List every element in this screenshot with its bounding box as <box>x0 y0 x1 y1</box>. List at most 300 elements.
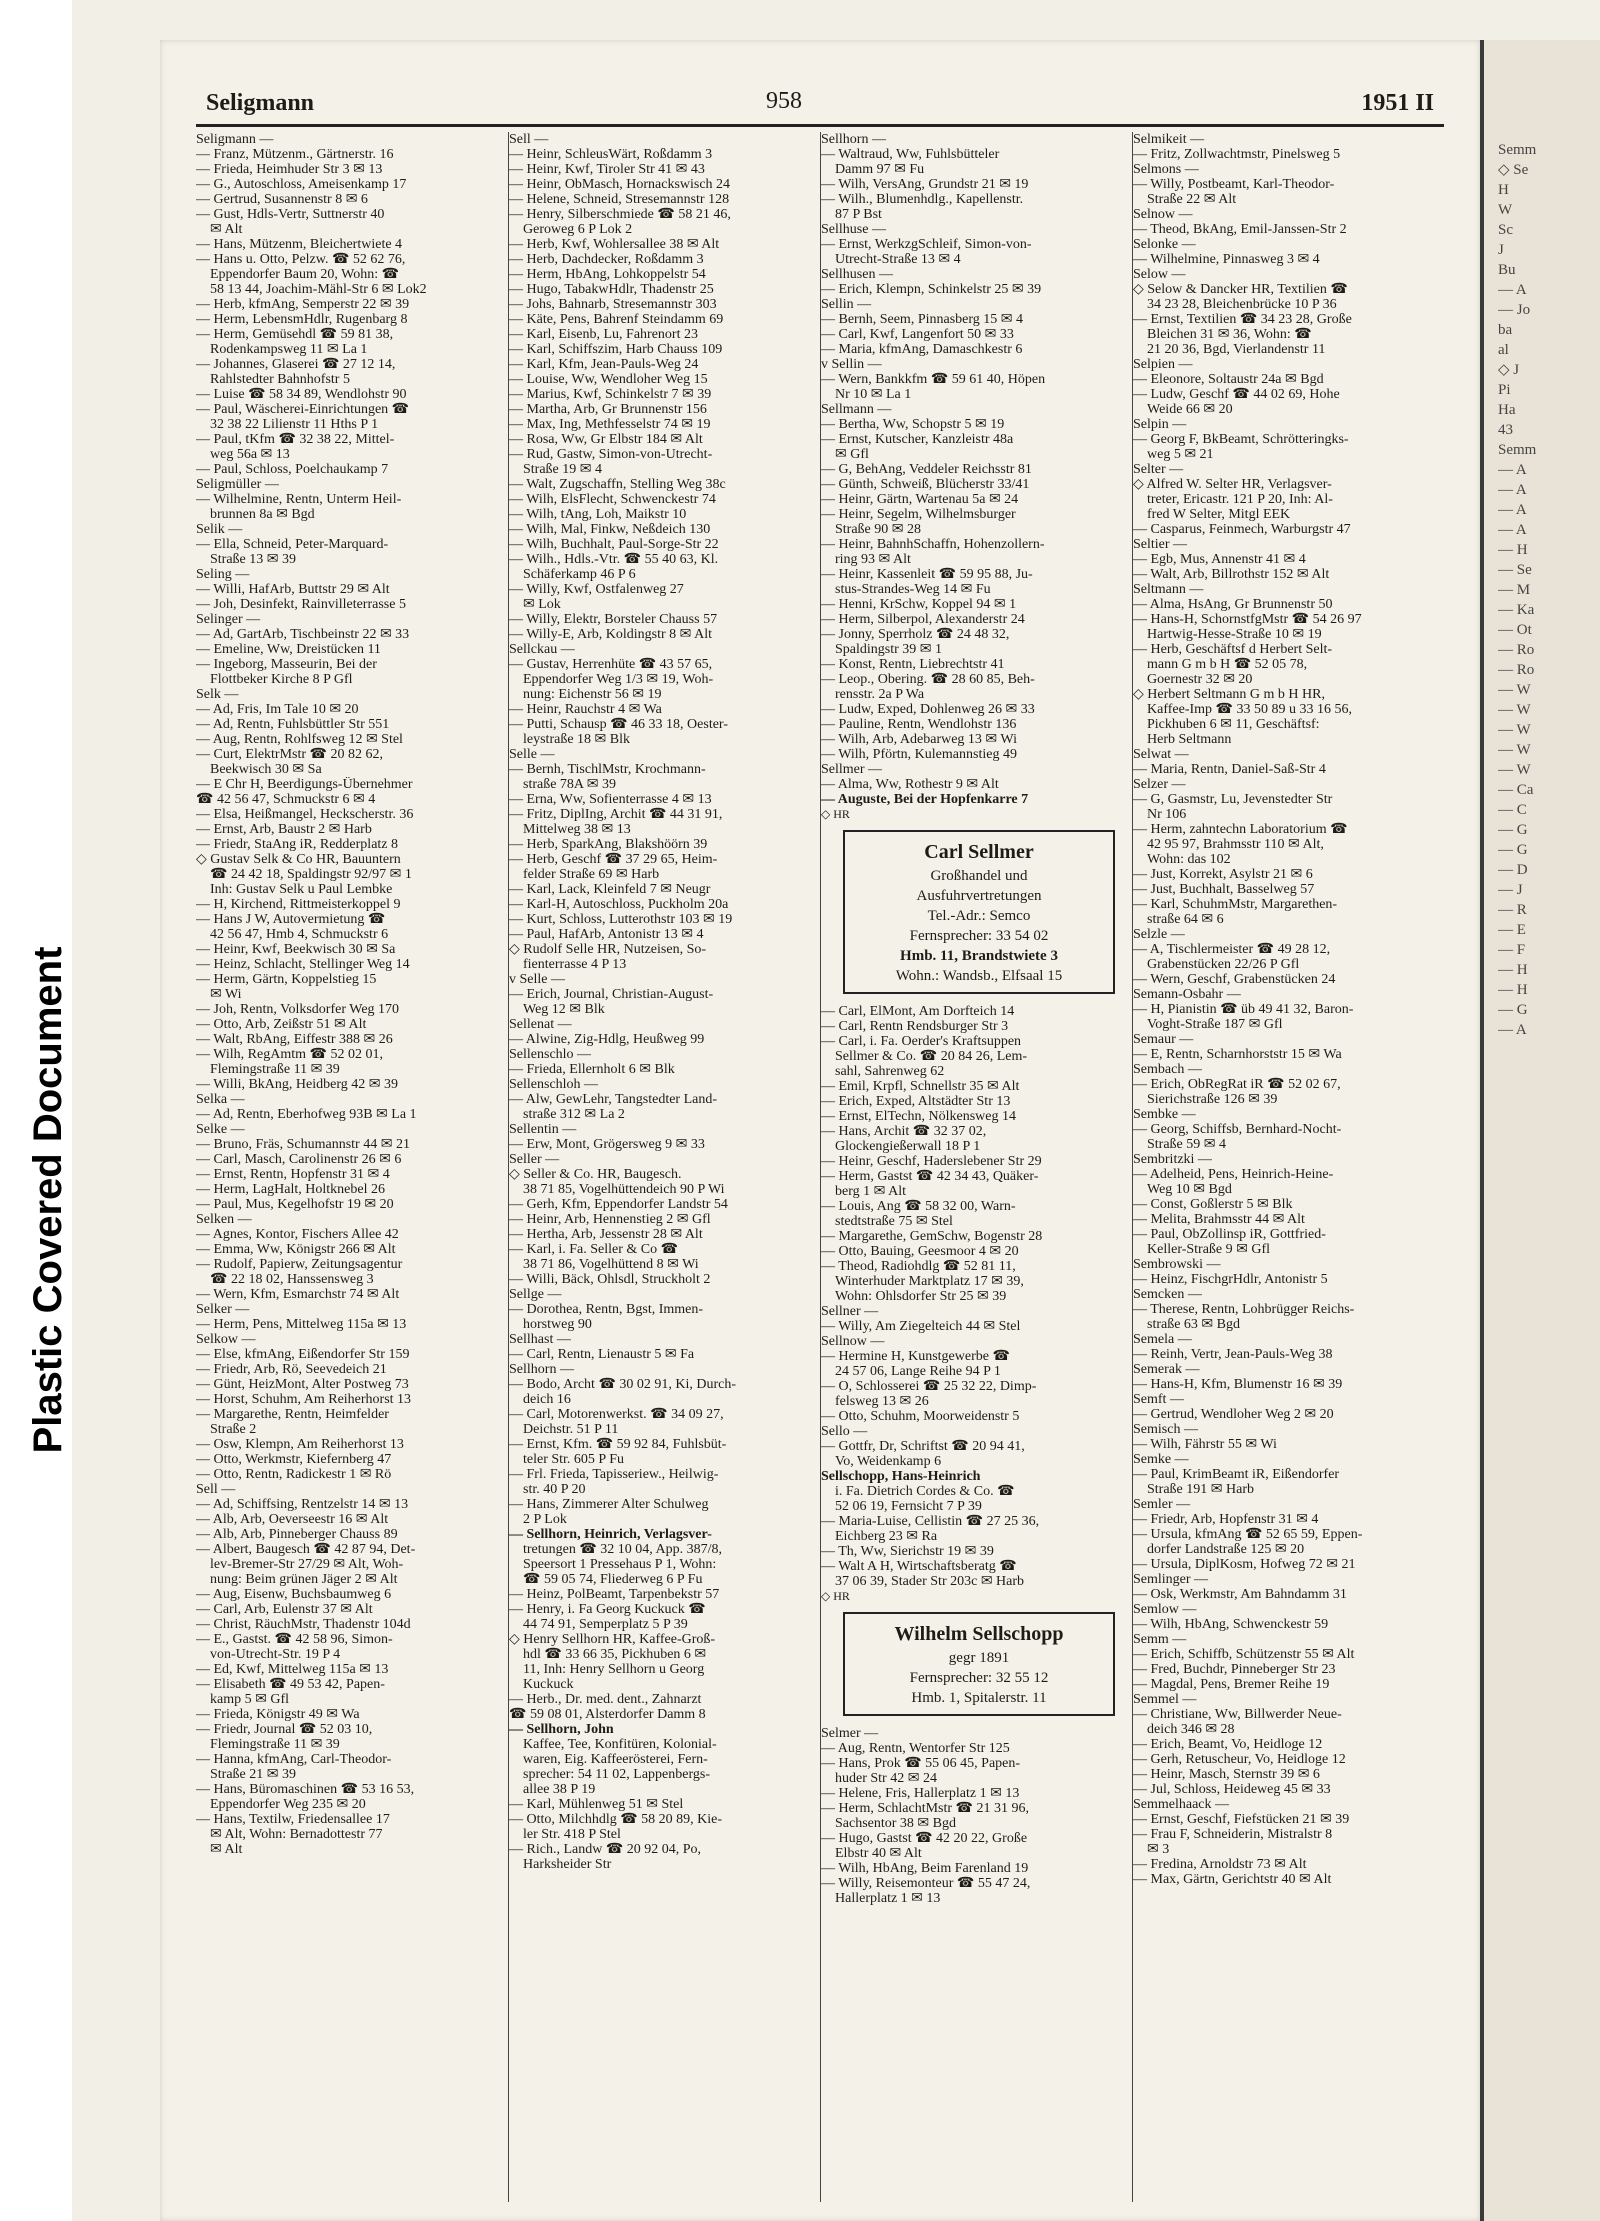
directory-entry: — Wilh, tAng, Loh, Maikstr 10 <box>509 507 687 522</box>
directory-entry: — Frieda, Ellernholt 6 ✉ Blk <box>509 1062 675 1077</box>
directory-entry: 38 71 86, Vogelhüttend 8 ✉ Wi <box>523 1257 699 1272</box>
surname-heading: Semerak — <box>1133 1362 1200 1377</box>
ad-line1: Großhandel und <box>930 868 1028 884</box>
directory-entry: 21 20 36, Bgd, Vierlandenstr 11 <box>1147 342 1326 357</box>
directory-entry: — G., Autoschloss, Ameisenkamp 17 <box>196 177 407 192</box>
directory-entry: — Günt, HeizMont, Alter Postweg 73 <box>196 1377 409 1392</box>
directory-entry: ler Str. 418 P Stel <box>523 1827 621 1842</box>
directory-entry: — Herb, SparkAng, Blakshöörn 39 <box>509 837 708 852</box>
column-2 <box>508 132 809 2202</box>
directory-entry: Spaldingstr 39 ✉ 1 <box>835 642 943 657</box>
directory-entry: — Erich, Journal, Christian-August- <box>509 987 714 1002</box>
directory-entry: Mittelweg 38 ✉ 13 <box>523 822 631 837</box>
directory-entry: — Friedr, Arb, Rö, Seevedeich 21 <box>196 1362 387 1377</box>
edge-fragment: — G <box>1498 822 1528 838</box>
header-rule <box>196 124 1444 127</box>
directory-entry: — Max, Gärtn, Gerichtstr 40 ✉ Alt <box>1133 1872 1332 1887</box>
directory-entry: — Ludw, Geschf ☎ 44 02 69, Hohe <box>1133 387 1340 402</box>
surname-heading: Semaur — <box>1133 1032 1194 1047</box>
directory-entry: — Bernh, Seem, Pinnasberg 15 ✉ 4 <box>821 312 1024 327</box>
directory-entry: — Sellhorn, John <box>509 1722 614 1737</box>
directory-entry: — Joh, Desinfekt, Rainvilleterrasse 5 <box>196 597 406 612</box>
directory-entry: Keller-Straße 9 ✉ Gfl <box>1147 1242 1271 1257</box>
directory-entry: — Wilh., Blumenhdlg., Kapellenstr. <box>821 192 1024 207</box>
directory-entry: stus-Strandes-Weg 14 ✉ Fu <box>835 582 991 597</box>
directory-entry: — Hans, Archit ☎ 32 37 02, <box>821 1124 987 1139</box>
surname-heading: Sembrowski — <box>1133 1257 1221 1272</box>
directory-entry: — Otto, Arb, Zeißstr 51 ✉ Alt <box>196 1017 367 1032</box>
directory-entry: — Georg F, BkBeamt, Schrötteringks- <box>1133 432 1349 447</box>
directory-entry: Rodenkampsweg 11 ✉ La 1 <box>210 342 368 357</box>
directory-entry: — Just, Buchhalt, Basselweg 57 <box>1133 882 1315 897</box>
surname-heading: Sellhorn — <box>509 1362 574 1377</box>
directory-entry: — Hermine H, Kunstgewerbe ☎ <box>821 1349 1010 1364</box>
edge-fragment: — F <box>1498 942 1526 958</box>
column-1 <box>196 132 496 2202</box>
directory-entry: Straße 13 ✉ 39 <box>210 552 296 567</box>
surname-heading: Semisch — <box>1133 1422 1198 1437</box>
directory-entry: — Heinr, ObMasch, Hornackswisch 24 <box>509 177 731 192</box>
directory-entry: — Wilh, RegAmtm ☎ 52 02 01, <box>196 1047 383 1062</box>
directory-entry: — Ad, Rentn, Fuhlsbüttler Str 551 <box>196 717 390 732</box>
directory-entry: — Waltraud, Ww, Fuhlsbütteler <box>821 147 1000 162</box>
directory-entry: kamp 5 ✉ Gfl <box>210 1692 289 1707</box>
directory-entry: — Frieda, Heimhuder Str 3 ✉ 13 <box>196 162 383 177</box>
edge-fragment: — Ro <box>1498 642 1535 658</box>
surname-heading: Selle — <box>509 747 555 762</box>
directory-entry: — Alwine, Zig-Hdlg, Heußweg 99 <box>509 1032 705 1047</box>
directory-entry: — Pauline, Rentn, Wendlohstr 136 <box>821 717 1017 732</box>
directory-entry: ◇ Alfred W. Selter HR, Verlagsver- <box>1133 477 1332 492</box>
directory-entry: — Henry, i. Fa Georg Kuckuck ☎ <box>509 1602 706 1617</box>
directory-entry: — Willy, Elektr, Borsteler Chauss 57 <box>509 612 718 627</box>
directory-entry: Vo, Weidenkamp 6 <box>835 1454 942 1469</box>
directory-entry: — Heinr, Kassenleit ☎ 59 95 88, Ju- <box>821 567 1033 582</box>
directory-entry: — Paul, Mus, Kegelhofstr 19 ✉ 20 <box>196 1197 394 1212</box>
directory-entry: — Willy, Kwf, Ostfalenweg 27 <box>509 582 684 597</box>
edge-fragment: Ha <box>1498 402 1516 418</box>
directory-entry: Bleichen 31 ✉ 36, Wohn: ☎ <box>1147 327 1312 342</box>
directory-entry: — Willy, Postbeamt, Karl-Theodor- <box>1133 177 1335 192</box>
directory-entry: — Ad, Fris, Im Tale 10 ✉ 20 <box>196 702 359 717</box>
directory-entry: — Reinh, Vertr, Jean-Pauls-Weg 38 <box>1133 1347 1333 1362</box>
ad-title: Carl Sellmer <box>924 841 1034 863</box>
surname-heading: Sellenschloh — <box>509 1077 599 1092</box>
directory-entry: — Hans-H, SchornstfgMstr ☎ 54 26 97 <box>1133 612 1362 627</box>
surname-heading: Selow — <box>1133 267 1186 282</box>
directory-entry: ☎ 22 18 02, Hanssensweg 3 <box>210 1272 374 1287</box>
directory-entry: — Jonny, Sperrholz ☎ 24 48 32, <box>821 627 1010 642</box>
edge-fragment: Sc <box>1498 222 1513 238</box>
directory-entry: — Leop., Obering. ☎ 28 60 85, Beh- <box>821 672 1035 687</box>
directory-entry: Grabenstücken 22/26 P Gfl <box>1147 957 1300 972</box>
directory-entry: ☎ 24 42 18, Spaldingstr 92/97 ✉ 1 <box>210 867 412 882</box>
directory-entry: — Bruno, Fräs, Schumannstr 44 ✉ 21 <box>196 1137 410 1152</box>
edge-fragment: — W <box>1498 702 1531 718</box>
directory-entry: — Ad, Schiffsing, Rentzelstr 14 ✉ 13 <box>196 1497 409 1512</box>
directory-entry: — Heinz, FischgrHdlr, Antonistr 5 <box>1133 1272 1328 1287</box>
surname-heading: Sembach — <box>1133 1062 1202 1077</box>
directory-entry: — Margarethe, Rentn, Heimfelder <box>196 1407 389 1422</box>
directory-entry: Deichstr. 51 P 11 <box>523 1422 619 1437</box>
directory-entry: — Herm, Pens, Mittelweg 115a ✉ 13 <box>196 1317 407 1332</box>
directory-entry: — Heinr, BahnhSchaffn, Hohenzollern- <box>821 537 1045 552</box>
directory-entry: brunnen 8a ✉ Bgd <box>210 507 315 522</box>
directory-entry: — Karl, Eisenb, Lu, Fahrenort 23 <box>509 327 698 342</box>
directory-entry: — Wilh, VersAng, Grundstr 21 ✉ 19 <box>821 177 1029 192</box>
surname-heading: Semmelhaack — <box>1133 1797 1230 1812</box>
surname-heading: Seltmann — <box>1133 582 1204 597</box>
directory-entry: — Alb, Arb, Pinneberger Chauss 89 <box>196 1527 398 1542</box>
directory-entry: — Herb, kfmAng, Semperstr 22 ✉ 39 <box>196 297 410 312</box>
directory-entry: — Walt, Arb, Billrothstr 152 ✉ Alt <box>1133 567 1330 582</box>
directory-entry: — Käte, Pens, Bahrenf Steindamm 69 <box>509 312 724 327</box>
directory-entry: — Ludw, Exped, Dohlenweg 26 ✉ 33 <box>821 702 1035 717</box>
column-4 <box>1132 132 1433 2202</box>
surname-heading: Sembritzki — <box>1133 1152 1212 1167</box>
directory-entry: — Osw, Klempn, Am Reiherhorst 13 <box>196 1437 404 1452</box>
directory-entry: — Ernst, Textilien ☎ 34 23 28, Große <box>1133 312 1352 327</box>
ad-line4: Fernsprecher: 33 54 02 <box>909 928 1049 944</box>
surname-heading: Selmikeit — <box>1133 132 1205 147</box>
surname-heading: Semela — <box>1133 1332 1192 1347</box>
directory-entry: — Wilhelmine, Rentn, Unterm Heil- <box>196 492 402 507</box>
directory-entry: — Willy, Reisemonteur ☎ 55 47 24, <box>821 1876 1031 1891</box>
column-3 <box>820 132 1121 2202</box>
page-header <box>206 68 1434 138</box>
surname-heading: Sellenschlo — <box>509 1047 592 1062</box>
directory-entry: — Helene, Fris, Hallerplatz 1 ✉ 13 <box>821 1786 1020 1801</box>
directory-entry: 37 06 39, Stader Str 203c ✉ Harb <box>835 1574 1025 1589</box>
directory-entry: — G, Gasmstr, Lu, Jevenstedter Str <box>1133 792 1333 807</box>
directory-entry: — Erich, ObRegRat iR ☎ 52 02 67, <box>1133 1077 1341 1092</box>
directory-entry: Glockengießerwall 18 P 1 <box>835 1139 981 1154</box>
directory-entry: — Heinr, Kwf, Beekwisch 30 ✉ Sa <box>196 942 396 957</box>
directory-entry: straße 78A ✉ 39 <box>523 777 616 792</box>
surname-heading: Semler — <box>1133 1497 1191 1512</box>
directory-entry: huder Str 42 ✉ 24 <box>835 1771 937 1786</box>
edge-fragment: Semm <box>1498 442 1537 458</box>
surname-heading: Sellhorn — <box>821 132 886 147</box>
directory-entry: — Hans, Textilw, Friedensallee 17 <box>196 1812 390 1827</box>
directory-entry: — Eleonore, Soltaustr 24a ✉ Bgd <box>1133 372 1324 387</box>
directory-entry: Straße 2 <box>210 1422 257 1437</box>
surname-heading: Sellnow — <box>821 1334 885 1349</box>
surname-heading: Selmons — <box>1133 162 1199 177</box>
directory-entry: ◇ Seller & Co. HR, Baugesch. <box>509 1167 682 1182</box>
directory-entry: — Dorothea, Rentn, Bgst, Immen- <box>509 1302 704 1317</box>
directory-entry: — Wern, Geschf, Grabenstücken 24 <box>1133 972 1336 987</box>
surname-heading: Sellhast — <box>509 1332 571 1347</box>
directory-entry: — Margarethe, GemSchw, Bogenstr 28 <box>821 1229 1043 1244</box>
surname-heading: Semke — <box>1133 1452 1189 1467</box>
directory-entry: — Sellhorn, Heinrich, Verlagsver- <box>509 1527 712 1542</box>
directory-entry: — Walt, RbAng, Eiffestr 388 ✉ 26 <box>196 1032 393 1047</box>
directory-entry: ✉ Gfl <box>835 447 869 462</box>
directory-entry: Flemingstraße 11 ✉ 39 <box>210 1062 340 1077</box>
directory-entry: — Wern, Bankkfm ☎ 59 61 40, Höpen <box>821 372 1046 387</box>
directory-entry: Elbstr 40 ✉ Alt <box>835 1846 922 1861</box>
directory-entry: — Louis, Ang ☎ 58 32 00, Warn- <box>821 1199 1016 1214</box>
ad-line1: gegr 1891 <box>948 1650 1010 1666</box>
directory-entry: Utrecht-Straße 13 ✉ 4 <box>835 252 961 267</box>
directory-entry: — Herm, Gemüsehdl ☎ 59 81 38, <box>196 327 394 342</box>
directory-entry: Straße 191 ✉ Harb <box>1147 1482 1254 1497</box>
edge-fragment: — Jo <box>1498 302 1531 318</box>
directory-entry: — Heinr, Arb, Hennenstieg 2 ✉ Gfl <box>509 1212 711 1227</box>
directory-entry: ◇ Rudolf Selle HR, Nutzeisen, So- <box>509 942 707 957</box>
directory-entry: Flemingstraße 11 ✉ 39 <box>210 1737 340 1752</box>
surname-heading: Sello — <box>821 1424 868 1439</box>
directory-entry: — Paul, Wäscherei-Einrichtungen ☎ <box>196 402 410 417</box>
directory-entry: weg 56a ✉ 13 <box>210 447 290 462</box>
directory-entry: Kaffee-Imp ☎ 33 50 89 u 33 16 56, <box>1147 702 1352 717</box>
directory-entry: — Agnes, Kontor, Fischers Allee 42 <box>196 1227 399 1242</box>
directory-entry: — Ed, Kwf, Mittelweg 115a ✉ 13 <box>196 1662 389 1677</box>
directory-entry: — Horst, Schuhm, Am Reiherhorst 13 <box>196 1392 412 1407</box>
directory-entry: — Herm, Gastst ☎ 42 34 43, Quäker- <box>821 1169 1039 1184</box>
directory-entry: — Christiane, Ww, Billwerder Neue- <box>1133 1707 1342 1722</box>
directory-entry: — Herm, SchlachtMstr ☎ 21 31 96, <box>821 1801 1029 1816</box>
directory-entry: — Wern, Kfm, Esmarchstr 74 ✉ Alt <box>196 1287 400 1302</box>
directory-entry: 42 95 97, Brahmsstr 110 ✉ Alt, <box>1147 837 1324 852</box>
edge-fragment: W <box>1498 202 1513 218</box>
directory-entry: — Martha, Arb, Gr Brunnenstr 156 <box>509 402 707 417</box>
directory-entry: — O, Schlosserei ☎ 25 32 22, Dimp- <box>821 1379 1037 1394</box>
directory-entry: — Hans, Büromaschinen ☎ 53 16 53, <box>196 1782 415 1797</box>
edge-fragment: — A <box>1498 482 1527 498</box>
edge-fragment: — W <box>1498 742 1531 758</box>
surname-heading: v Sellin — <box>821 357 882 372</box>
directory-entry: ✉ Lok <box>523 597 561 612</box>
directory-entry: — Ingeborg, Masseurin, Bei der <box>196 657 377 672</box>
directory-entry: — Ursula, DiplKosm, Hofweg 72 ✉ 21 <box>1133 1557 1356 1572</box>
directory-entry: — Hans J W, Autovermietung ☎ <box>196 912 386 927</box>
directory-entry: — Ernst, WerkzgSchleif, Simon-von- <box>821 237 1032 252</box>
directory-entry: — Theod, BkAng, Emil-Janssen-Str 2 <box>1133 222 1347 237</box>
edge-fragment: — W <box>1498 682 1531 698</box>
directory-entry: Damm 97 ✉ Fu <box>835 162 925 177</box>
directory-entry: — Rich., Landw ☎ 20 92 04, Po, <box>509 1842 702 1857</box>
directory-entry: — Ernst, Rentn, Hopfenstr 31 ✉ 4 <box>196 1167 390 1182</box>
directory-entry: — Erna, Ww, Sofienterrasse 4 ✉ 13 <box>509 792 712 807</box>
directory-entry: 58 13 44, Joachim-Mähl-Str 6 ✉ Lok2 <box>210 282 427 297</box>
directory-entry: Weg 12 ✉ Blk <box>523 1002 605 1017</box>
directory-entry: — Louise, Ww, Wendloher Weg 15 <box>509 372 708 387</box>
surname-heading: Sellin — <box>821 297 872 312</box>
ad-title: Wilhelm Sellschopp <box>894 1623 1064 1645</box>
directory-entry: — Fred, Buchdr, Pinneberger Str 23 <box>1133 1662 1336 1677</box>
edge-fragment: J <box>1498 242 1504 258</box>
directory-entry: rensstr. 2a P Wa <box>835 687 925 702</box>
directory-entry: — E., Gastst. ☎ 42 58 96, Simon- <box>196 1632 393 1647</box>
edge-fragment: — A <box>1498 282 1527 298</box>
edge-fragment: — A <box>1498 522 1527 538</box>
directory-entry: — Hans-H, Kfm, Blumenstr 16 ✉ 39 <box>1133 1377 1343 1392</box>
directory-entry: — Rud, Gastw, Simon-von-Utrecht- <box>509 447 713 462</box>
ad-line2: Fernsprecher: 32 55 12 <box>909 1670 1049 1686</box>
directory-entry: — Herb, Geschf ☎ 37 29 65, Heim- <box>509 852 718 867</box>
directory-entry: — Hans, Zimmerer Alter Schulweg <box>509 1497 709 1512</box>
directory-entry: — Willy-E, Arb, Koldingstr 8 ✉ Alt <box>509 627 713 642</box>
directory-entry: Straße 22 ✉ Alt <box>1147 192 1237 207</box>
directory-entry: Goernestr 32 ✉ 20 <box>1147 672 1253 687</box>
edge-fragment: — A <box>1498 502 1527 518</box>
directory-entry: — Otto, Schuhm, Moorweidenstr 5 <box>821 1409 1020 1424</box>
directory-entry: — Max, Ing, Methfesselstr 74 ✉ 19 <box>509 417 711 432</box>
directory-entry: — Wilh, HbAng, Beim Farenland 19 <box>821 1861 1029 1876</box>
directory-entry: — Carl, ElMont, Am Dorfteich 14 <box>821 1004 1015 1019</box>
directory-entry: — Emeline, Ww, Dreistücken 11 <box>196 642 381 657</box>
directory-entry: — Karl, SchuhmMstr, Margarethen- <box>1133 897 1338 912</box>
directory-entry: — Herm, Silberpol, Alexanderstr 24 <box>821 612 1025 627</box>
directory-entry: — Emil, Krpfl, Schnellstr 35 ✉ Alt <box>821 1079 1020 1094</box>
edge-fragment: — J <box>1498 882 1523 898</box>
directory-entry: Geroweg 6 P Lok 2 <box>523 222 633 237</box>
directory-entry: treter, Ericastr. 121 P 20, Inh: Al- <box>1147 492 1333 507</box>
directory-entry: Harksheider Str <box>523 1857 612 1872</box>
directory-entry: — Erw, Mont, Grögersweg 9 ✉ 33 <box>509 1137 705 1152</box>
directory-entry: 11, Inh: Henry Sellhorn u Georg <box>523 1662 705 1677</box>
edge-fragment: — A <box>1498 1022 1527 1038</box>
surname-heading: Sellhuse — <box>821 222 886 237</box>
directory-entry: leystraße 18 ✉ Blk <box>523 732 630 747</box>
surname-heading: Selinger — <box>196 612 261 627</box>
surname-heading: Selkow — <box>196 1332 256 1347</box>
surname-heading: Sellentin — <box>509 1122 577 1137</box>
directory-entry: 42 56 47, Hmb 4, Schmuckstr 6 <box>210 927 389 942</box>
directory-entry: — A, Tischlermeister ☎ 49 28 12, <box>1133 942 1331 957</box>
surname-heading: Seling — <box>196 567 250 582</box>
directory-entry: ✉ Alt <box>210 222 243 237</box>
surname-heading: Semlinger — <box>1133 1572 1209 1587</box>
directory-entry: — H, Pianistin ☎ üb 49 41 32, Baron- <box>1133 1002 1354 1017</box>
directory-entry: ☎ 42 56 47, Schmuckstr 6 ✉ 4 <box>196 792 376 807</box>
ad-line3: Tel.-Adr.: Semco <box>927 908 1031 924</box>
directory-entry: — Karl, Mühlenweg 51 ✉ Stel <box>509 1797 684 1812</box>
directory-entry: — Else, kfmAng, Eißendorfer Str 159 <box>196 1347 410 1362</box>
directory-entry: — Maria, Rentn, Daniel-Saß-Str 4 <box>1133 762 1326 777</box>
directory-entry: — Therese, Rentn, Lohbrügger Reichs- <box>1133 1302 1355 1317</box>
edge-fragment: ba <box>1498 322 1513 338</box>
columns <box>196 132 1444 2202</box>
edge-fragment: — M <box>1498 582 1531 598</box>
directory-entry: — Gustav, Herrenhüte ☎ 43 57 65, <box>509 657 713 672</box>
directory-entry: — Wilh, Mal, Finkw, Neßdeich 130 <box>509 522 711 537</box>
directory-entry: Eppendorfer Weg 1/3 ✉ 19, Woh- <box>523 672 714 687</box>
directory-entry: 2 P Lok <box>523 1512 567 1527</box>
surname-heading: Seligmüller — <box>196 477 279 492</box>
edge-fragment: — Ro <box>1498 662 1535 678</box>
directory-entry: — Franz, Mützenm., Gärtnerstr. 16 <box>196 147 394 162</box>
edge-fragment: Bu <box>1498 262 1516 278</box>
directory-entry: Schäferkamp 46 P 6 <box>523 567 636 582</box>
next-page-column <box>1498 140 1600 1040</box>
directory-entry: Sierichstraße 126 ✉ 39 <box>1147 1092 1278 1107</box>
directory-entry: — Herb., Dr. med. dent., Zahnarzt <box>509 1692 702 1707</box>
directory-entry: Voght-Straße 187 ✉ Gfl <box>1147 1017 1283 1032</box>
directory-entry: — Karl, i. Fa. Seller & Co ☎ <box>509 1242 679 1257</box>
edge-fragment: — E <box>1498 922 1526 938</box>
directory-entry: — Fritz, DiplIng, Archit ☎ 44 31 91, <box>509 807 723 822</box>
directory-entry: deich 16 <box>523 1392 571 1407</box>
directory-entry: weg 5 ✉ 21 <box>1147 447 1214 462</box>
edge-fragment: — C <box>1498 802 1527 818</box>
directory-entry: — Wilh., Hdls.-Vtr. ☎ 55 40 63, Kl. <box>509 552 719 567</box>
directory-entry: 34 23 28, Bleichenbrücke 10 P 36 <box>1147 297 1337 312</box>
directory-entry: — Carl, Rentn Rendsburger Str 3 <box>821 1019 1009 1034</box>
directory-entry: — Karl, Lack, Kleinfeld 7 ✉ Neugr <box>509 882 711 897</box>
directory-entry: — Hugo, TabakwHdlr, Thadenstr 25 <box>509 282 714 297</box>
directory-entry: — Wilh, Buchhalt, Paul-Sorge-Str 22 <box>509 537 719 552</box>
directory-entry: — Frieda, Königstr 49 ✉ Wa <box>196 1707 360 1722</box>
directory-entry: — Frau F, Schneiderin, Mistralstr 8 <box>1133 1827 1333 1842</box>
directory-entry: 24 57 06, Lange Reihe 94 P 1 <box>835 1364 1001 1379</box>
directory-entry: ring 93 ✉ Alt <box>835 552 911 567</box>
ad-marker: ◇ HR <box>821 1589 850 1603</box>
directory-entry: Hallerplatz 1 ✉ 13 <box>835 1891 941 1906</box>
edge-fragment: — R <box>1498 902 1527 918</box>
surname-heading: Selpien — <box>1133 357 1193 372</box>
edge-fragment: — D <box>1498 862 1528 878</box>
directory-entry: 52 06 19, Fernsicht 7 P 39 <box>835 1499 982 1514</box>
directory-entry: ✉ Alt <box>210 1842 243 1857</box>
surname-heading: Seligmann — <box>196 132 274 147</box>
directory-entry: — Th, Ww, Sierichstr 19 ✉ 39 <box>821 1544 994 1559</box>
directory-page <box>160 40 1480 2221</box>
directory-entry: allee 38 P 19 <box>523 1782 596 1797</box>
edge-fragment: 43 <box>1498 422 1513 438</box>
directory-entry: ◇ Gustav Selk & Co HR, Bauuntern <box>196 852 401 867</box>
directory-entry: Sellschopp, Hans-Heinrich <box>821 1469 981 1484</box>
directory-entry: — Maria-Luise, Cellistin ☎ 27 25 36, <box>821 1514 1040 1529</box>
directory-entry: — Paul, KrimBeamt iR, Eißendorfer <box>1133 1467 1340 1482</box>
directory-entry: — Luise ☎ 58 34 89, Wendlohstr 90 <box>196 387 407 402</box>
directory-entry: — Paul, tKfm ☎ 32 38 22, Mittel- <box>196 432 395 447</box>
directory-entry: — Hans u. Otto, Pelzw. ☎ 52 62 76, <box>196 252 406 267</box>
directory-entry: — Carl, Rentn, Lienaustr 5 ✉ Fa <box>509 1347 695 1362</box>
directory-entry: Pickhuben 6 ✉ 11, Geschäftsf: <box>1147 717 1320 732</box>
directory-entry: 38 71 85, Vogelhüttendeich 90 P Wi <box>523 1182 725 1197</box>
directory-entry: — Aug, Rentn, Wentorfer Str 125 <box>821 1741 1010 1756</box>
directory-entry: Kuckuck <box>523 1677 574 1692</box>
directory-entry: — Willy, Am Ziegelteich 44 ✉ Stel <box>821 1319 1021 1334</box>
directory-entry: — Wilh, Arb, Adebarweg 13 ✉ Wi <box>821 732 1017 747</box>
directory-entry: — Hertha, Arb, Jessenstr 28 ✉ Alt <box>509 1227 703 1242</box>
directory-entry: straße 63 ✉ Bgd <box>1147 1317 1240 1332</box>
directory-entry: sprecher: 54 11 02, Lappenbergs- <box>523 1767 710 1782</box>
directory-entry: — Erich, Schiffb, Schützenstr 55 ✉ Alt <box>1133 1647 1355 1662</box>
directory-entry: Hartwig-Hesse-Straße 10 ✉ 19 <box>1147 627 1322 642</box>
directory-entry: — Walt A H, Wirtschaftsberatg ☎ <box>821 1559 1017 1574</box>
directory-entry: — Heinz, PolBeamt, Tarpenbekstr 57 <box>509 1587 720 1602</box>
directory-entry: — Günth, Schweiß, Blücherstr 33/41 <box>821 477 1030 492</box>
directory-entry: — Gertrud, Susannenstr 8 ✉ 6 <box>196 192 368 207</box>
directory-entry: — Theod, Radiohdlg ☎ 52 81 11, <box>821 1259 1016 1274</box>
surname-heading: Seller — <box>509 1152 560 1167</box>
ad-line5: Hmb. 11, Brandstwiete 3 <box>900 948 1058 964</box>
edge-fragment: — A <box>1498 462 1527 478</box>
edge-fragment: Semm <box>1498 142 1537 158</box>
directory-entry: ☎ 59 08 01, Alsterdorfer Damm 8 <box>509 1707 706 1722</box>
directory-entry: — Bernh, TischlMstr, Krochmann- <box>509 762 706 777</box>
directory-entry: — Wilh, HbAng, Schwenckestr 59 <box>1133 1617 1329 1632</box>
directory-entry: — Egb, Mus, Annenstr 41 ✉ 4 <box>1133 552 1306 567</box>
directory-entry: — H, Kirchend, Rittmeisterkoppel 9 <box>196 897 401 912</box>
directory-entry: Straße 90 ✉ 28 <box>835 522 921 537</box>
directory-entry: — Herb, Dachdecker, Roßdamm 3 <box>509 252 704 267</box>
directory-entry: — Hans, Prok ☎ 55 06 45, Papen- <box>821 1756 1021 1771</box>
